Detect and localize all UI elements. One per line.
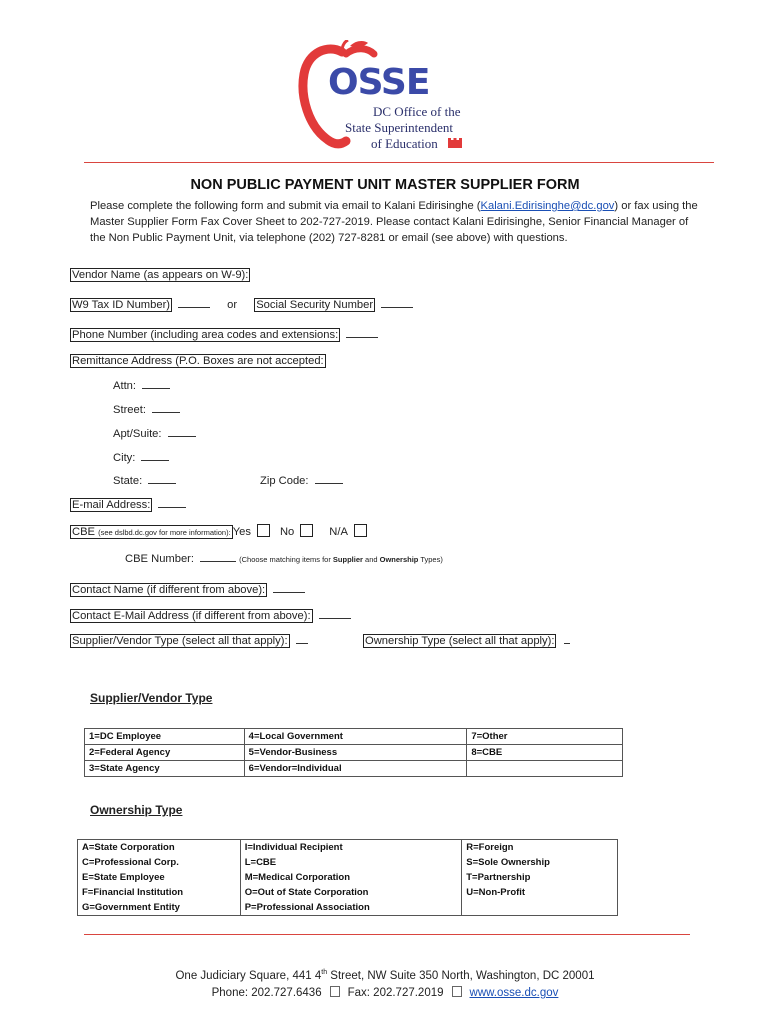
table-cell: L=CBE xyxy=(240,855,462,870)
footer-address-post: Street, NW Suite 350 North, Washington, DC 20001 xyxy=(327,969,595,982)
table-cell: 7=Other xyxy=(467,729,623,745)
table-row xyxy=(78,855,618,870)
city-label: City: xyxy=(113,452,136,464)
supplier-type-table xyxy=(84,728,623,777)
state-label: State: xyxy=(113,475,143,487)
apt-blank[interactable] xyxy=(168,435,196,437)
cbe-yes-label: Yes xyxy=(232,526,251,538)
cbe-na-label: N/A xyxy=(329,526,348,538)
cbe-choose-and: and xyxy=(362,555,380,564)
footer-divider xyxy=(84,934,690,935)
or-text: or xyxy=(227,299,238,311)
contact-email-row xyxy=(70,609,351,623)
intro-text-1: Please complete the following form and submit via email to Kalani Edirisinghe ( xyxy=(90,200,481,212)
table-row xyxy=(78,840,618,856)
supplier-type-label[interactable]: Supplier/Vendor Type (select all that apply): xyxy=(72,635,288,647)
logo-word: OSSE xyxy=(328,62,430,103)
table-cell: O=Out of State Corporation xyxy=(240,885,462,900)
ssn-blank[interactable] xyxy=(381,306,413,308)
email-blank[interactable] xyxy=(158,506,186,508)
footer-contact xyxy=(0,986,770,999)
tax-id-row xyxy=(70,298,413,312)
w9-tax-id-label[interactable]: W9 Tax ID Number) xyxy=(72,299,171,311)
ownership-type-blank[interactable] xyxy=(564,642,570,644)
footer-phone: Phone: 202.727.6436 xyxy=(211,987,322,999)
cbe-choose-ownership: Ownership xyxy=(379,555,419,564)
table-cell: C=Professional Corp. xyxy=(78,855,241,870)
cbe-no-label: No xyxy=(279,526,295,538)
website-link[interactable]: www.osse.dc.gov xyxy=(469,987,559,999)
vendor-name-row xyxy=(70,268,250,282)
cbe-number-row xyxy=(125,553,443,565)
table-cell: S=Sole Ownership xyxy=(462,855,618,870)
table-row xyxy=(85,761,623,777)
email-label[interactable]: E-mail Address: xyxy=(72,499,151,511)
table-cell: M=Medical Corporation xyxy=(240,870,462,885)
contact-email-link[interactable]: Kalani.Edirisinghe@dc.gov xyxy=(480,200,615,212)
table-cell xyxy=(462,900,618,916)
table-cell: T=Partnership xyxy=(462,870,618,885)
separator-icon xyxy=(452,986,462,997)
supplier-type-blank[interactable] xyxy=(296,642,308,644)
header-divider xyxy=(84,162,714,163)
attn-blank[interactable] xyxy=(142,387,170,389)
table-row xyxy=(85,729,623,745)
email-row xyxy=(70,498,186,512)
city-row xyxy=(113,452,169,464)
cbe-number-blank[interactable] xyxy=(200,560,236,562)
table-cell: F=Financial Institution xyxy=(78,885,241,900)
zip-blank[interactable] xyxy=(315,482,343,484)
cbe-number-label: CBE Number: xyxy=(125,553,195,565)
table-cell: P=Professional Association xyxy=(240,900,462,916)
table-cell: I=Individual Recipient xyxy=(240,840,462,856)
state-blank[interactable] xyxy=(148,482,176,484)
separator-icon xyxy=(330,986,340,997)
table-cell: 2=Federal Agency xyxy=(85,745,245,761)
cbe-choose-supplier: Supplier xyxy=(332,555,363,564)
table-cell: 4=Local Government xyxy=(244,729,467,745)
contact-name-row xyxy=(70,583,305,597)
apt-row xyxy=(113,428,196,440)
logo-line-1: DC Office of the xyxy=(373,104,461,119)
form-title: NON PUBLIC PAYMENT UNIT MASTER SUPPLIER FORM xyxy=(190,177,580,193)
footer-address xyxy=(0,969,770,982)
phone-row xyxy=(70,328,378,342)
table-cell: 1=DC Employee xyxy=(85,729,245,745)
ownership-type-table xyxy=(77,839,618,916)
phone-label[interactable]: Phone Number (including area codes and extensions: xyxy=(72,329,339,341)
table-row xyxy=(78,885,618,900)
cbe-label-box[interactable] xyxy=(70,525,233,539)
street-row xyxy=(113,404,180,416)
cbe-label: CBE xyxy=(72,526,96,538)
osse-logo xyxy=(298,40,478,155)
logo-caption xyxy=(345,104,460,152)
table-cell: E=State Employee xyxy=(78,870,241,885)
footer-fax: Fax: 202.727.2019 xyxy=(347,987,444,999)
street-blank[interactable] xyxy=(152,411,180,413)
logo-line-3: of Education xyxy=(371,136,438,151)
footer-address-sup: th xyxy=(321,969,328,976)
ownership-type-heading: Ownership Type xyxy=(90,803,183,817)
cbe-choose-note xyxy=(239,555,443,564)
table-row xyxy=(78,900,618,916)
table-cell: 8=CBE xyxy=(467,745,623,761)
contact-name-label[interactable]: Contact Name (if different from above): xyxy=(72,584,266,596)
supplier-type-row xyxy=(70,634,308,648)
intro-text-2: ) or fax using the Master Supplier Form Fax Cover Sheet to 202-727-2019. Please contact Kalani Edirisinghe, Senior Financial Manager of the Non Public Payment Unit, via telephone (202) 727-8281 or email (see above) with questions. xyxy=(90,200,698,244)
cbe-row xyxy=(70,524,377,540)
table-cell xyxy=(467,761,623,777)
cbe-choose-text-1: (Choose matching items for xyxy=(239,555,333,564)
table-row xyxy=(85,745,623,761)
contact-email-label[interactable]: Contact E-Mail Address (if different from above): xyxy=(72,610,311,622)
city-blank[interactable] xyxy=(141,459,169,461)
phone-blank[interactable] xyxy=(346,336,378,338)
cbe-note: (see dslbd.dc.gov for more information): xyxy=(98,528,231,537)
table-row xyxy=(78,870,618,885)
apt-label: Apt/Suite: xyxy=(113,428,162,440)
table-cell: A=State Corporation xyxy=(78,840,241,856)
remittance-row xyxy=(70,354,326,368)
cbe-choose-text-2: Types) xyxy=(418,555,443,564)
contact-email-blank[interactable] xyxy=(319,617,351,619)
contact-name-blank[interactable] xyxy=(273,591,305,593)
cbe-no-checkbox[interactable] xyxy=(300,524,313,537)
logo-line-2: State Superintendent xyxy=(345,120,453,135)
ssn-label[interactable]: Social Security Number xyxy=(256,299,374,311)
footer-address-pre: One Judiciary Square, 441 4 xyxy=(175,969,322,982)
table-cell: 6=Vendor=Individual xyxy=(244,761,467,777)
table-cell: R=Foreign xyxy=(462,840,618,856)
cbe-yes-checkbox[interactable] xyxy=(257,524,270,537)
zip-label: Zip Code: xyxy=(260,475,309,487)
table-cell: 5=Vendor-Business xyxy=(244,745,467,761)
intro-paragraph xyxy=(90,198,700,246)
street-label: Street: xyxy=(113,404,146,416)
state-row xyxy=(113,475,176,487)
cbe-na-checkbox[interactable] xyxy=(354,524,367,537)
ownership-type-label[interactable]: Ownership Type (select all that apply): xyxy=(365,635,555,647)
attn-label: Attn: xyxy=(113,380,137,392)
remittance-label[interactable]: Remittance Address (P.O. Boxes are not accepted: xyxy=(72,355,324,367)
supplier-type-heading: Supplier/Vendor Type xyxy=(90,691,213,705)
vendor-name-label[interactable]: Vendor Name (as appears on W-9): xyxy=(72,269,249,281)
ownership-type-row xyxy=(363,634,570,648)
table-cell: U=Non-Profit xyxy=(462,885,618,900)
attn-row xyxy=(113,380,170,392)
table-cell: G=Government Entity xyxy=(78,900,241,916)
zip-row xyxy=(260,475,343,487)
w9-tax-id-blank[interactable] xyxy=(178,306,210,308)
table-cell: 3=State Agency xyxy=(85,761,245,777)
